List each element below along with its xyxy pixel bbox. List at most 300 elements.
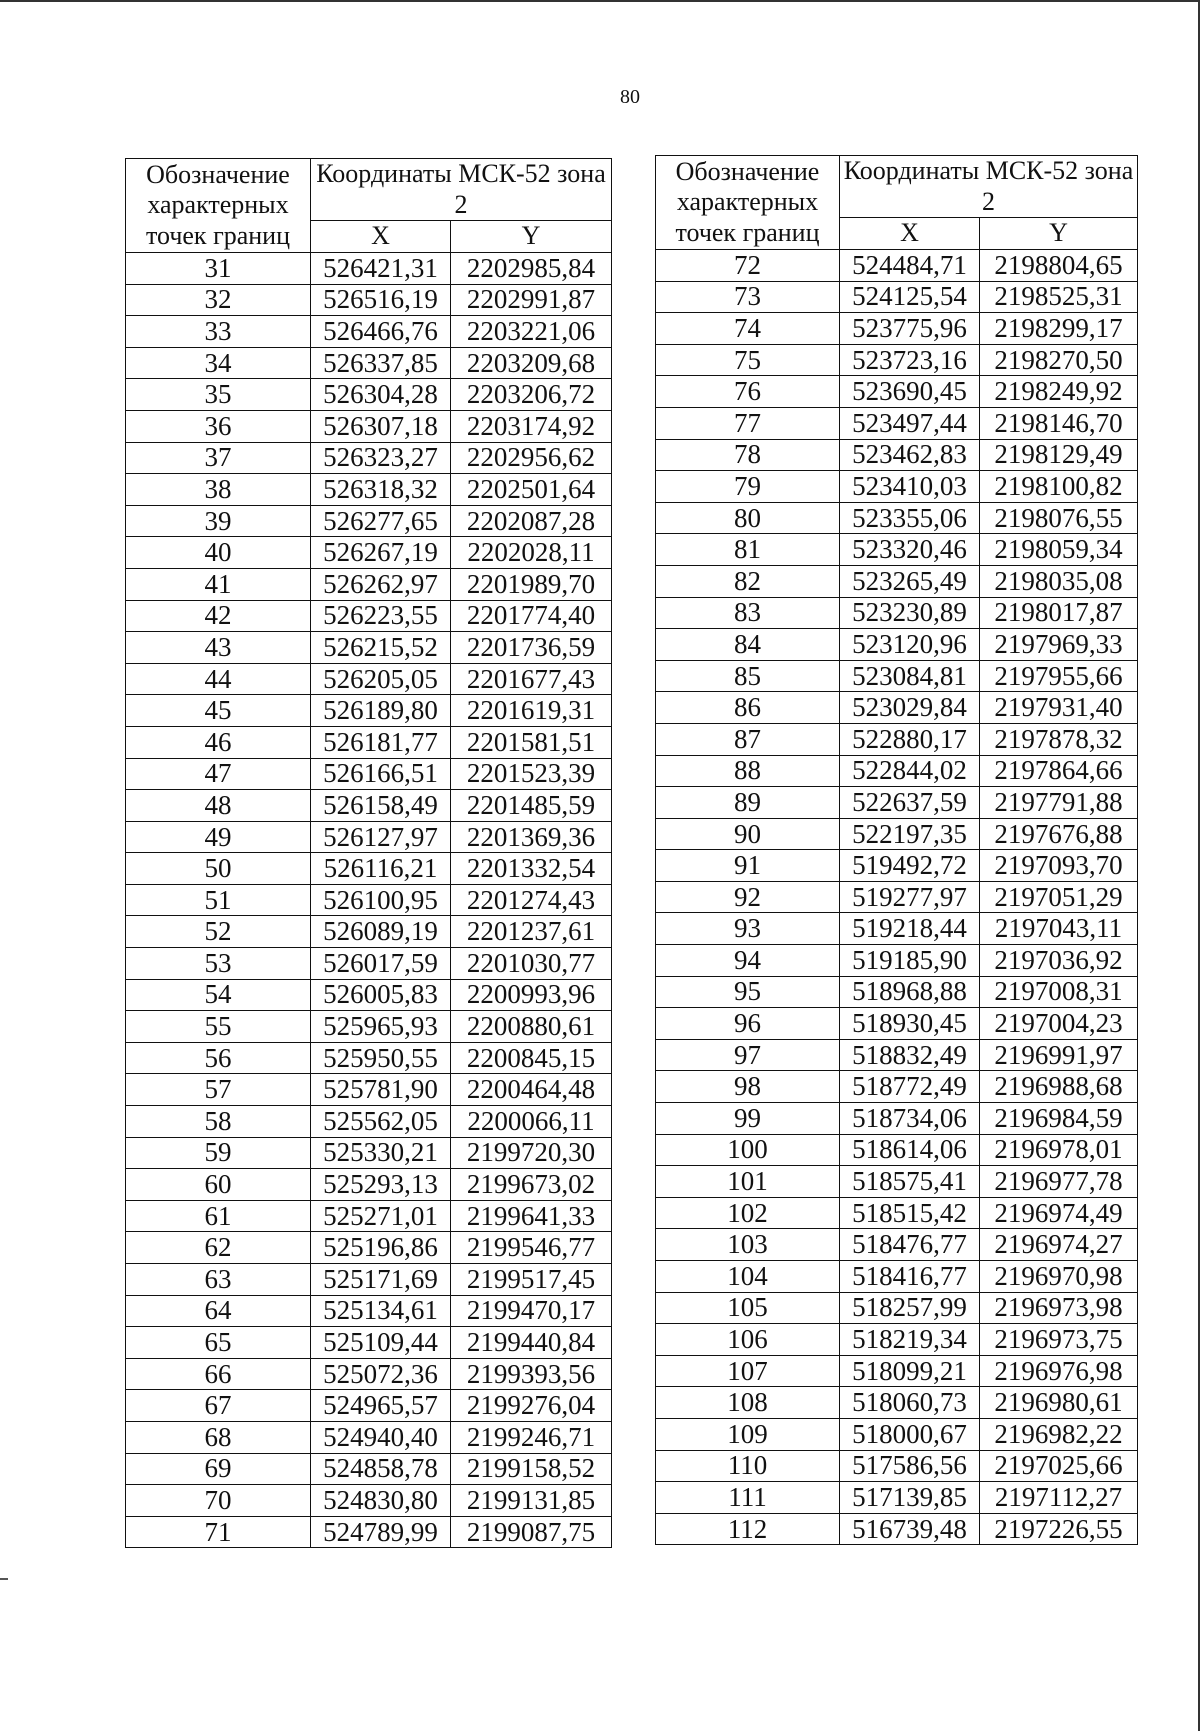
y-coordinate-cell: 2202985,84 [451, 253, 612, 285]
x-coordinate-cell: 518930,45 [840, 1008, 980, 1040]
x-coordinate-cell: 518772,49 [840, 1071, 980, 1103]
y-coordinate-cell: 2197791,88 [980, 787, 1138, 819]
y-coordinate-cell: 2198804,65 [980, 250, 1138, 282]
table-row [656, 945, 1138, 977]
y-coordinate-cell: 2202956,62 [451, 442, 612, 474]
y-coordinate-cell: 2198270,50 [980, 344, 1138, 376]
y-coordinate-cell: 2198249,92 [980, 376, 1138, 408]
y-coordinate-cell: 2199546,77 [451, 1232, 612, 1264]
y-coordinate-cell: 2201581,51 [451, 726, 612, 758]
x-coordinate-cell: 522844,02 [840, 755, 980, 787]
y-coordinate-cell: 2196973,75 [980, 1324, 1138, 1356]
x-coordinate-cell: 526337,85 [311, 347, 451, 379]
point-number-cell: 108 [656, 1387, 840, 1419]
y-coordinate-cell: 2201774,40 [451, 600, 612, 632]
y-coordinate-cell: 2196991,97 [980, 1039, 1138, 1071]
point-number-cell: 103 [656, 1229, 840, 1261]
y-coordinate-cell: 2200880,61 [451, 1011, 612, 1043]
y-coordinate-cell: 2201523,39 [451, 758, 612, 790]
y-coordinate-cell: 2200993,96 [451, 979, 612, 1011]
table-row [126, 726, 612, 758]
y-coordinate-cell: 2198129,49 [980, 439, 1138, 471]
y-coordinate-cell: 2197051,29 [980, 881, 1138, 913]
page-number: 80 [620, 86, 640, 108]
table-row [126, 979, 612, 1011]
point-number-cell: 38 [126, 474, 311, 506]
x-coordinate-cell: 518575,41 [840, 1166, 980, 1198]
table-row [126, 1390, 612, 1422]
table-row [656, 1229, 1138, 1261]
table-row [656, 1292, 1138, 1324]
table-row [656, 913, 1138, 945]
x-coordinate-cell: 524940,40 [311, 1421, 451, 1453]
point-number-cell: 63 [126, 1264, 311, 1296]
point-number-cell: 84 [656, 629, 840, 661]
table-row [656, 376, 1138, 408]
table-row [126, 632, 612, 664]
point-number-cell: 62 [126, 1232, 311, 1264]
table-row [126, 410, 612, 442]
x-coordinate-cell: 525109,44 [311, 1327, 451, 1359]
table-row [656, 313, 1138, 345]
y-coordinate-cell: 2197025,66 [980, 1450, 1138, 1482]
header-y: Y [451, 221, 612, 253]
x-coordinate-cell: 518515,42 [840, 1197, 980, 1229]
y-coordinate-cell: 2196976,98 [980, 1355, 1138, 1387]
x-coordinate-cell: 519492,72 [840, 850, 980, 882]
point-number-cell: 90 [656, 818, 840, 850]
table-row [126, 695, 612, 727]
table-row [126, 1453, 612, 1485]
table-row [656, 976, 1138, 1008]
point-number-cell: 80 [656, 502, 840, 534]
y-coordinate-cell: 2201369,36 [451, 821, 612, 853]
x-coordinate-cell: 522197,35 [840, 818, 980, 850]
x-coordinate-cell: 523355,06 [840, 502, 980, 534]
x-coordinate-cell: 523775,96 [840, 313, 980, 345]
y-coordinate-cell: 2197004,23 [980, 1008, 1138, 1040]
y-coordinate-cell: 2201677,43 [451, 663, 612, 695]
y-coordinate-cell: 2199087,75 [451, 1516, 612, 1548]
table-row [656, 1197, 1138, 1229]
table-row [126, 1264, 612, 1296]
x-coordinate-cell: 524484,71 [840, 250, 980, 282]
y-coordinate-cell: 2201989,70 [451, 568, 612, 600]
x-coordinate-cell: 526277,65 [311, 505, 451, 537]
point-number-cell: 68 [126, 1421, 311, 1453]
y-coordinate-cell: 2197036,92 [980, 945, 1138, 977]
x-coordinate-cell: 526127,97 [311, 821, 451, 853]
point-number-cell: 98 [656, 1071, 840, 1103]
table-row [656, 1513, 1138, 1545]
point-number-cell: 55 [126, 1011, 311, 1043]
y-coordinate-cell: 2196973,98 [980, 1292, 1138, 1324]
x-coordinate-cell: 525134,61 [311, 1295, 451, 1327]
point-number-cell: 105 [656, 1292, 840, 1324]
point-number-cell: 83 [656, 597, 840, 629]
table-row [126, 1137, 612, 1169]
y-coordinate-cell: 2199393,56 [451, 1358, 612, 1390]
x-coordinate-cell: 523320,46 [840, 534, 980, 566]
x-coordinate-cell: 523723,16 [840, 344, 980, 376]
point-number-cell: 47 [126, 758, 311, 790]
point-number-cell: 48 [126, 790, 311, 822]
point-number-cell: 33 [126, 316, 311, 348]
x-coordinate-cell: 525965,93 [311, 1011, 451, 1043]
x-coordinate-cell: 518416,77 [840, 1261, 980, 1293]
y-coordinate-cell: 2196974,27 [980, 1229, 1138, 1261]
table-row [656, 1008, 1138, 1040]
point-number-cell: 97 [656, 1039, 840, 1071]
page-border-top [0, 0, 1200, 2]
point-number-cell: 66 [126, 1358, 311, 1390]
table-row [126, 916, 612, 948]
table-row [656, 850, 1138, 882]
point-number-cell: 102 [656, 1197, 840, 1229]
x-coordinate-cell: 518099,21 [840, 1355, 980, 1387]
x-coordinate-cell: 516739,48 [840, 1513, 980, 1545]
y-coordinate-cell: 2198017,87 [980, 597, 1138, 629]
point-number-cell: 57 [126, 1074, 311, 1106]
y-coordinate-cell: 2196977,78 [980, 1166, 1138, 1198]
point-number-cell: 89 [656, 787, 840, 819]
table-row [656, 1261, 1138, 1293]
y-coordinate-cell: 2203174,92 [451, 410, 612, 442]
x-coordinate-cell: 523120,96 [840, 629, 980, 661]
x-coordinate-cell: 523265,49 [840, 565, 980, 597]
table-row [126, 284, 612, 316]
table-row [656, 565, 1138, 597]
y-coordinate-cell: 2202028,11 [451, 537, 612, 569]
point-number-cell: 71 [126, 1516, 311, 1548]
point-number-cell: 72 [656, 250, 840, 282]
point-number-cell: 31 [126, 253, 311, 285]
point-number-cell: 40 [126, 537, 311, 569]
y-coordinate-cell: 2203206,72 [451, 379, 612, 411]
x-coordinate-cell: 523230,89 [840, 597, 980, 629]
table-row [126, 1295, 612, 1327]
table-row [126, 379, 612, 411]
y-coordinate-cell: 2196980,61 [980, 1387, 1138, 1419]
y-coordinate-cell: 2197878,32 [980, 723, 1138, 755]
x-coordinate-cell: 519277,97 [840, 881, 980, 913]
table-row [656, 1324, 1138, 1356]
table-row [126, 474, 612, 506]
x-coordinate-cell: 518000,67 [840, 1418, 980, 1450]
y-coordinate-cell: 2198299,17 [980, 313, 1138, 345]
x-coordinate-cell: 518734,06 [840, 1103, 980, 1135]
point-number-cell: 65 [126, 1327, 311, 1359]
y-coordinate-cell: 2199246,71 [451, 1421, 612, 1453]
x-coordinate-cell: 526215,52 [311, 632, 451, 664]
y-coordinate-cell: 2199673,02 [451, 1169, 612, 1201]
point-number-cell: 93 [656, 913, 840, 945]
table-row [656, 629, 1138, 661]
header-point-designation: Обозначение характерных точек границ [656, 156, 840, 250]
y-coordinate-cell: 2199517,45 [451, 1264, 612, 1296]
table-row [656, 344, 1138, 376]
table-row [656, 471, 1138, 503]
point-number-cell: 46 [126, 726, 311, 758]
table-row [126, 1516, 612, 1548]
point-number-cell: 101 [656, 1166, 840, 1198]
point-number-cell: 76 [656, 376, 840, 408]
table-row [656, 534, 1138, 566]
point-number-cell: 67 [126, 1390, 311, 1422]
y-coordinate-cell: 2197043,11 [980, 913, 1138, 945]
header-coordinates: Координаты МСК-52 зона 2 [840, 156, 1138, 218]
x-coordinate-cell: 525330,21 [311, 1137, 451, 1169]
x-coordinate-cell: 526466,76 [311, 316, 451, 348]
coordinates-table-left [125, 158, 612, 1548]
x-coordinate-cell: 525781,90 [311, 1074, 451, 1106]
point-number-cell: 86 [656, 692, 840, 724]
table-row [656, 692, 1138, 724]
point-number-cell: 87 [656, 723, 840, 755]
table-row [126, 1327, 612, 1359]
point-number-cell: 53 [126, 948, 311, 980]
table-row [656, 407, 1138, 439]
x-coordinate-cell: 519218,44 [840, 913, 980, 945]
y-coordinate-cell: 2196984,59 [980, 1103, 1138, 1135]
point-number-cell: 79 [656, 471, 840, 503]
table-row [656, 1134, 1138, 1166]
y-coordinate-cell: 2199158,52 [451, 1453, 612, 1485]
y-coordinate-cell: 2196974,49 [980, 1197, 1138, 1229]
table-row [126, 505, 612, 537]
y-coordinate-cell: 2199641,33 [451, 1200, 612, 1232]
table-row [656, 597, 1138, 629]
y-coordinate-cell: 2196978,01 [980, 1134, 1138, 1166]
table-row [126, 853, 612, 885]
header-coordinates: Координаты МСК-52 зона 2 [311, 159, 612, 221]
x-coordinate-cell: 518476,77 [840, 1229, 980, 1261]
point-number-cell: 32 [126, 284, 311, 316]
x-coordinate-cell: 518968,88 [840, 976, 980, 1008]
table-row [656, 660, 1138, 692]
y-coordinate-cell: 2197093,70 [980, 850, 1138, 882]
point-number-cell: 49 [126, 821, 311, 853]
x-coordinate-cell: 526158,49 [311, 790, 451, 822]
x-coordinate-cell: 522880,17 [840, 723, 980, 755]
x-coordinate-cell: 524789,99 [311, 1516, 451, 1548]
x-coordinate-cell: 526005,83 [311, 979, 451, 1011]
table-row [656, 787, 1138, 819]
table-row [126, 600, 612, 632]
point-number-cell: 34 [126, 347, 311, 379]
point-number-cell: 85 [656, 660, 840, 692]
y-coordinate-cell: 2197931,40 [980, 692, 1138, 724]
point-number-cell: 78 [656, 439, 840, 471]
table-row [126, 1358, 612, 1390]
x-coordinate-cell: 526089,19 [311, 916, 451, 948]
point-number-cell: 99 [656, 1103, 840, 1135]
x-coordinate-cell: 526205,05 [311, 663, 451, 695]
table-row [126, 1232, 612, 1264]
y-coordinate-cell: 2197864,66 [980, 755, 1138, 787]
y-coordinate-cell: 2201237,61 [451, 916, 612, 948]
x-coordinate-cell: 518832,49 [840, 1039, 980, 1071]
x-coordinate-cell: 522637,59 [840, 787, 980, 819]
point-number-cell: 37 [126, 442, 311, 474]
y-coordinate-cell: 2198035,08 [980, 565, 1138, 597]
y-coordinate-cell: 2201332,54 [451, 853, 612, 885]
y-coordinate-cell: 2198146,70 [980, 407, 1138, 439]
x-coordinate-cell: 523084,81 [840, 660, 980, 692]
table-row [126, 347, 612, 379]
table-row [656, 818, 1138, 850]
point-number-cell: 58 [126, 1106, 311, 1138]
y-coordinate-cell: 2198059,34 [980, 534, 1138, 566]
y-coordinate-cell: 2196970,98 [980, 1261, 1138, 1293]
table-row [126, 1421, 612, 1453]
x-coordinate-cell: 523029,84 [840, 692, 980, 724]
x-coordinate-cell: 523410,03 [840, 471, 980, 503]
y-coordinate-cell: 2197955,66 [980, 660, 1138, 692]
x-coordinate-cell: 526421,31 [311, 253, 451, 285]
y-coordinate-cell: 2198076,55 [980, 502, 1138, 534]
y-coordinate-cell: 2200066,11 [451, 1106, 612, 1138]
y-coordinate-cell: 2202501,64 [451, 474, 612, 506]
table-row [656, 1071, 1138, 1103]
point-number-cell: 95 [656, 976, 840, 1008]
x-coordinate-cell: 526516,19 [311, 284, 451, 316]
table-row [656, 1039, 1138, 1071]
y-coordinate-cell: 2200464,48 [451, 1074, 612, 1106]
x-coordinate-cell: 523462,83 [840, 439, 980, 471]
x-coordinate-cell: 526017,59 [311, 948, 451, 980]
x-coordinate-cell: 525950,55 [311, 1042, 451, 1074]
y-coordinate-cell: 2197226,55 [980, 1513, 1138, 1545]
point-number-cell: 91 [656, 850, 840, 882]
point-number-cell: 60 [126, 1169, 311, 1201]
point-number-cell: 54 [126, 979, 311, 1011]
x-coordinate-cell: 526323,27 [311, 442, 451, 474]
point-number-cell: 45 [126, 695, 311, 727]
point-number-cell: 43 [126, 632, 311, 664]
y-coordinate-cell: 2199470,17 [451, 1295, 612, 1327]
table-row [126, 663, 612, 695]
y-coordinate-cell: 2199440,84 [451, 1327, 612, 1359]
x-coordinate-cell: 526267,19 [311, 537, 451, 569]
table-row [656, 1450, 1138, 1482]
x-coordinate-cell: 525171,69 [311, 1264, 451, 1296]
y-coordinate-cell: 2201030,77 [451, 948, 612, 980]
point-number-cell: 104 [656, 1261, 840, 1293]
point-number-cell: 88 [656, 755, 840, 787]
table-row [656, 881, 1138, 913]
table-row [126, 568, 612, 600]
point-number-cell: 50 [126, 853, 311, 885]
y-coordinate-cell: 2201619,31 [451, 695, 612, 727]
point-number-cell: 106 [656, 1324, 840, 1356]
y-coordinate-cell: 2202087,28 [451, 505, 612, 537]
x-coordinate-cell: 519185,90 [840, 945, 980, 977]
point-number-cell: 44 [126, 663, 311, 695]
y-coordinate-cell: 2199720,30 [451, 1137, 612, 1169]
header-x: X [311, 221, 451, 253]
point-number-cell: 81 [656, 534, 840, 566]
y-coordinate-cell: 2200845,15 [451, 1042, 612, 1074]
y-coordinate-cell: 2203221,06 [451, 316, 612, 348]
point-number-cell: 36 [126, 410, 311, 442]
point-number-cell: 110 [656, 1450, 840, 1482]
point-number-cell: 69 [126, 1453, 311, 1485]
y-coordinate-cell: 2199131,85 [451, 1485, 612, 1517]
x-coordinate-cell: 526307,18 [311, 410, 451, 442]
y-coordinate-cell: 2199276,04 [451, 1390, 612, 1422]
table-row [126, 442, 612, 474]
table-row [126, 253, 612, 285]
x-coordinate-cell: 526166,51 [311, 758, 451, 790]
point-number-cell: 75 [656, 344, 840, 376]
point-number-cell: 41 [126, 568, 311, 600]
x-coordinate-cell: 525072,36 [311, 1358, 451, 1390]
scan-mark [0, 1578, 8, 1580]
x-coordinate-cell: 526304,28 [311, 379, 451, 411]
x-coordinate-cell: 525293,13 [311, 1169, 451, 1201]
point-number-cell: 109 [656, 1418, 840, 1450]
y-coordinate-cell: 2197008,31 [980, 976, 1138, 1008]
x-coordinate-cell: 524858,78 [311, 1453, 451, 1485]
x-coordinate-cell: 524830,80 [311, 1485, 451, 1517]
point-number-cell: 52 [126, 916, 311, 948]
header-point-designation: Обозначение характерных точек границ [126, 159, 311, 253]
table-row [656, 1103, 1138, 1135]
point-number-cell: 77 [656, 407, 840, 439]
table-row [126, 821, 612, 853]
point-number-cell: 59 [126, 1137, 311, 1169]
table-row [126, 316, 612, 348]
y-coordinate-cell: 2202991,87 [451, 284, 612, 316]
x-coordinate-cell: 524125,54 [840, 281, 980, 313]
table-row [126, 1200, 612, 1232]
x-coordinate-cell: 525271,01 [311, 1200, 451, 1232]
table-body-right [656, 250, 1138, 1545]
x-coordinate-cell: 523690,45 [840, 376, 980, 408]
header-x: X [840, 218, 980, 250]
point-number-cell: 35 [126, 379, 311, 411]
table-row [656, 723, 1138, 755]
table-body-left [126, 253, 612, 1548]
table-row [126, 537, 612, 569]
table-row [656, 1166, 1138, 1198]
point-number-cell: 42 [126, 600, 311, 632]
y-coordinate-cell: 2198100,82 [980, 471, 1138, 503]
table-row [126, 790, 612, 822]
y-coordinate-cell: 2197676,88 [980, 818, 1138, 850]
y-coordinate-cell: 2201485,59 [451, 790, 612, 822]
point-number-cell: 96 [656, 1008, 840, 1040]
point-number-cell: 39 [126, 505, 311, 537]
y-coordinate-cell: 2197969,33 [980, 629, 1138, 661]
table-row [656, 1387, 1138, 1419]
point-number-cell: 112 [656, 1513, 840, 1545]
table-row [126, 1485, 612, 1517]
x-coordinate-cell: 526181,77 [311, 726, 451, 758]
table-row [656, 439, 1138, 471]
y-coordinate-cell: 2201736,59 [451, 632, 612, 664]
y-coordinate-cell: 2196988,68 [980, 1071, 1138, 1103]
point-number-cell: 111 [656, 1482, 840, 1514]
point-number-cell: 70 [126, 1485, 311, 1517]
point-number-cell: 94 [656, 945, 840, 977]
x-coordinate-cell: 518060,73 [840, 1387, 980, 1419]
point-number-cell: 61 [126, 1200, 311, 1232]
y-coordinate-cell: 2203209,68 [451, 347, 612, 379]
y-coordinate-cell: 2197112,27 [980, 1482, 1138, 1514]
table-row [656, 281, 1138, 313]
